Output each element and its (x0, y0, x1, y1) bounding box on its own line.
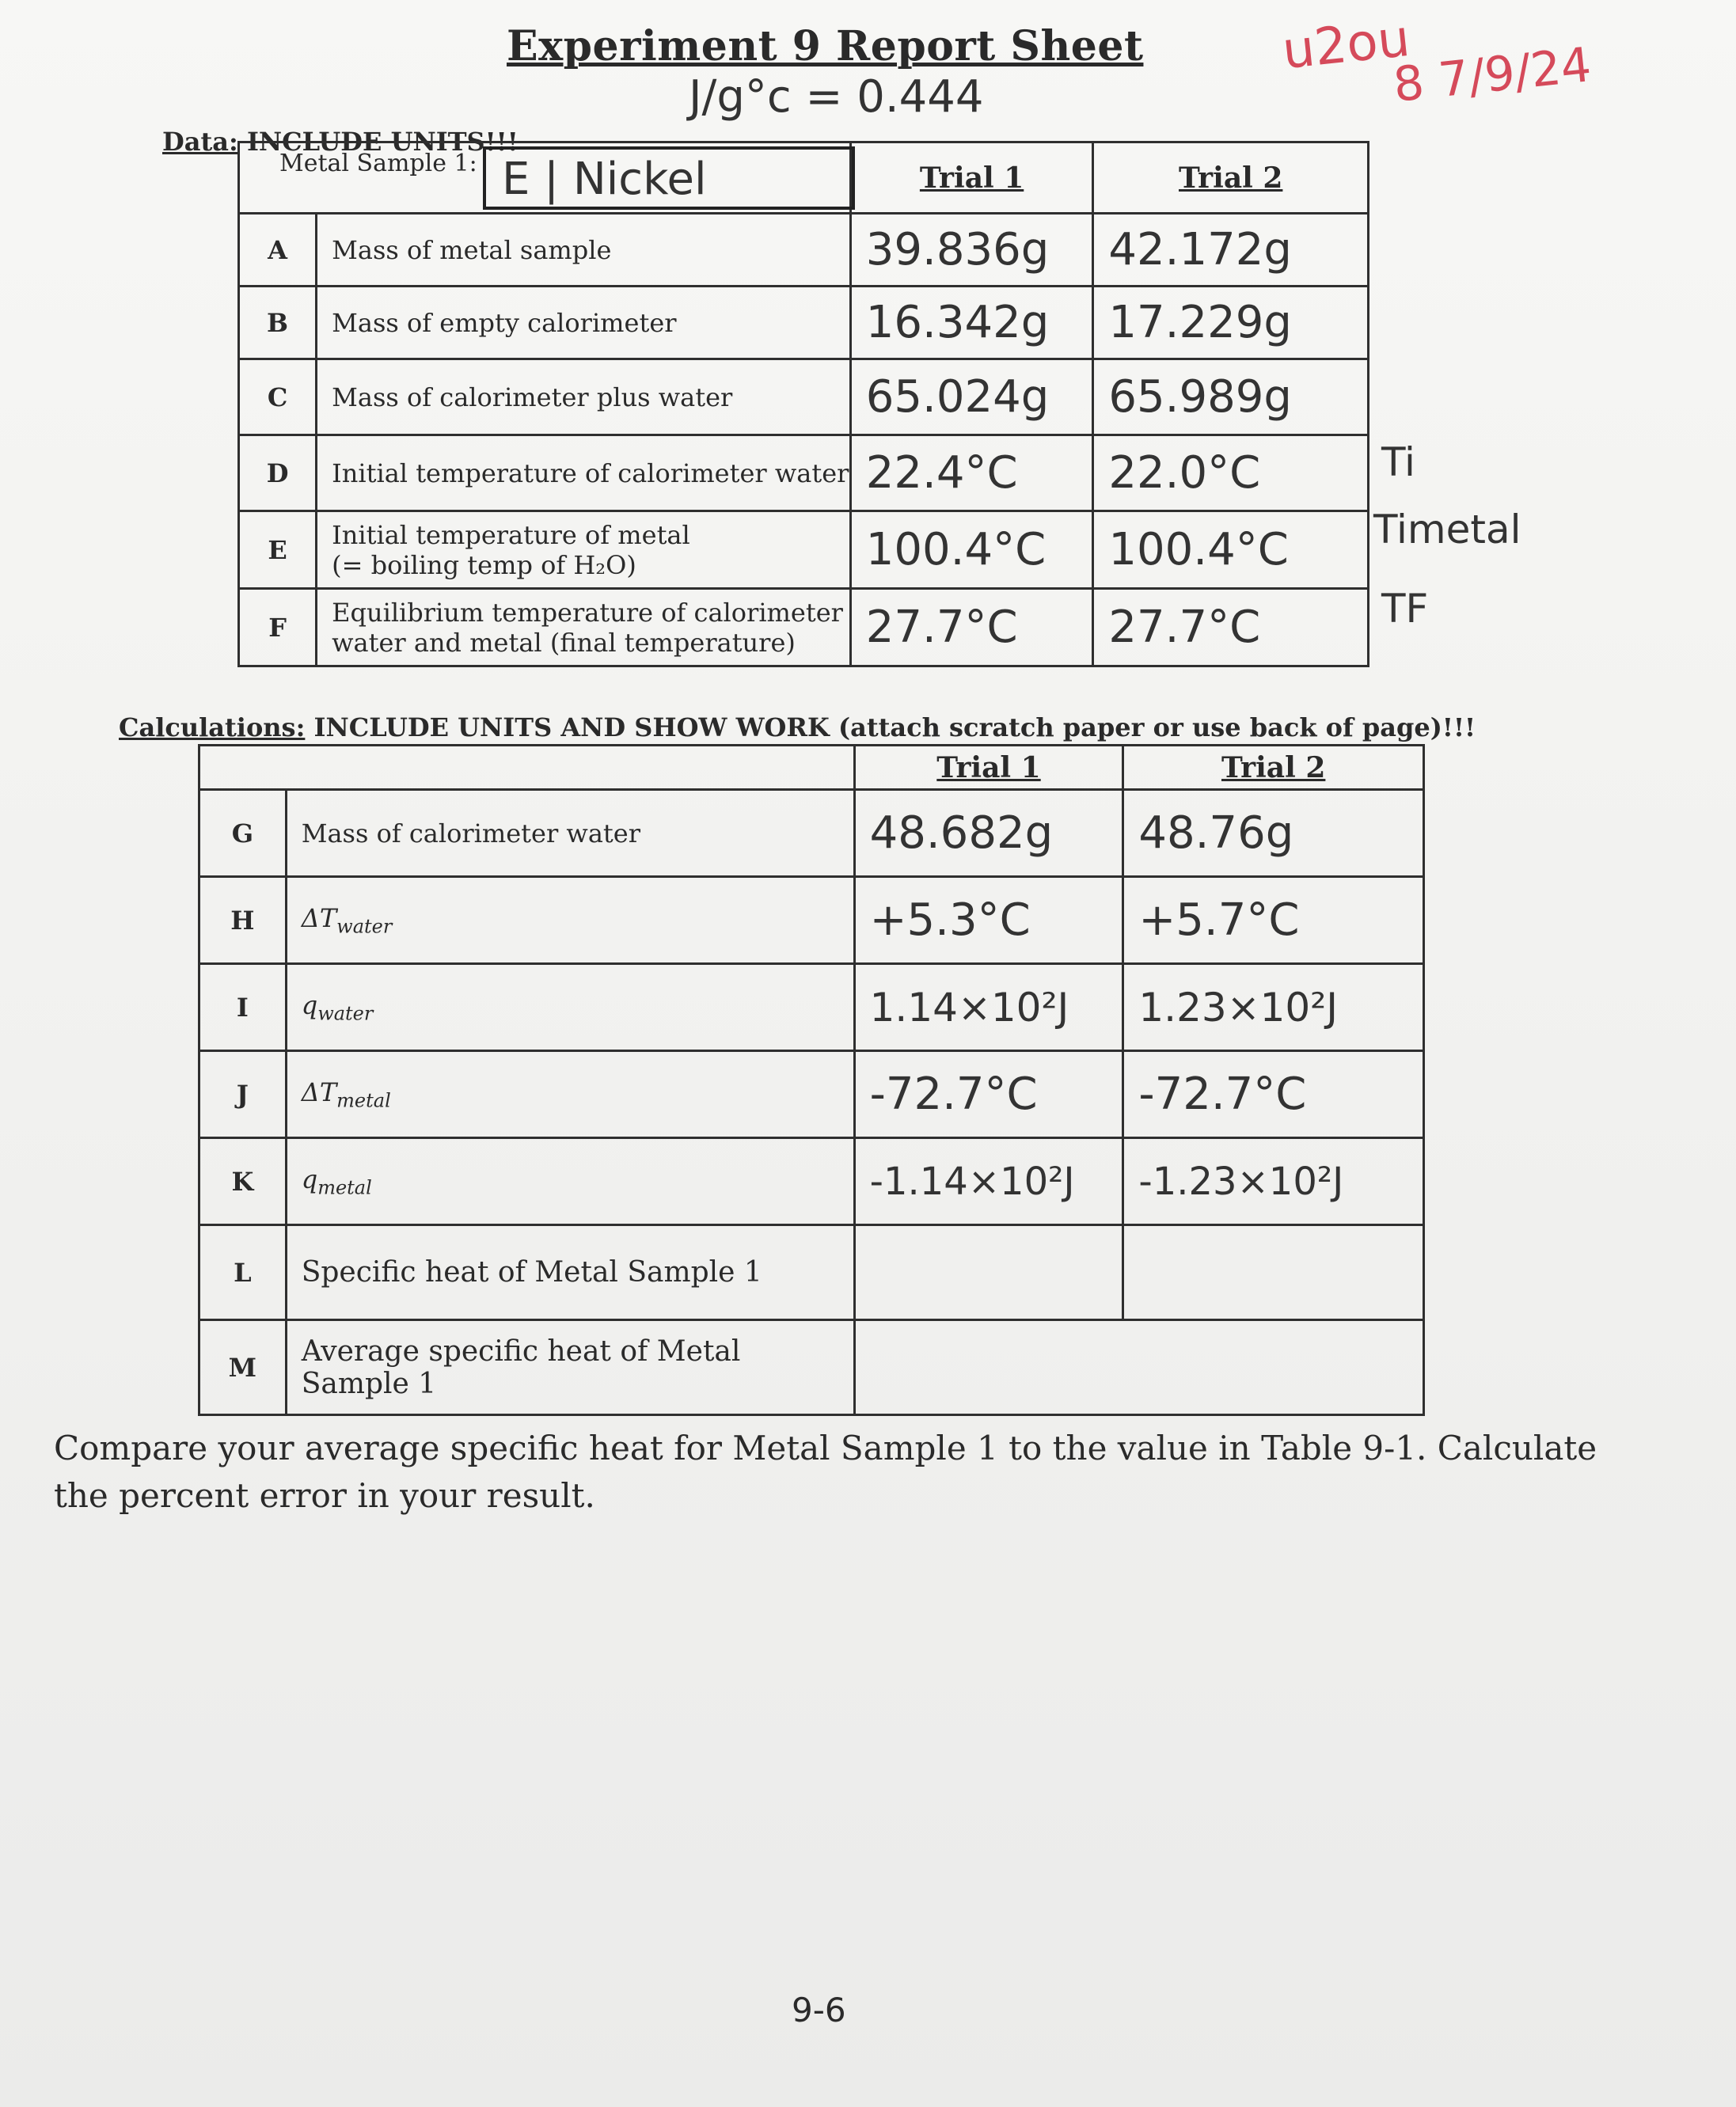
table-row (199, 1225, 1424, 1320)
subscript: water (317, 1002, 374, 1025)
calculations-table (198, 744, 1425, 1416)
page-number: 9-6 (792, 1991, 846, 2029)
calc-header-row (199, 746, 1424, 790)
row-description: Initial temperature of calorimeter water (317, 435, 851, 511)
row-description-line1: Equilibrium temperature of calorimeter (332, 597, 843, 628)
table-row (239, 435, 1369, 511)
row-letter: L (199, 1225, 287, 1320)
row-description (286, 1138, 854, 1225)
symbol: q (301, 1164, 318, 1194)
row-description (317, 589, 851, 666)
trial1-value[interactable]: 39.836g (850, 214, 1093, 287)
row-letter: K (199, 1138, 287, 1225)
trial2-value[interactable]: 42.172g (1093, 214, 1369, 287)
row-description (317, 511, 851, 589)
calc-trial1-header: Trial 1 (854, 746, 1123, 790)
table-row (199, 964, 1424, 1051)
row-description-line1: Initial temperature of metal (332, 519, 690, 550)
trial1-value[interactable] (854, 1225, 1123, 1320)
row-description: Mass of calorimeter plus water (317, 359, 851, 435)
calc-label: Calculations: (119, 712, 306, 742)
trial2-value[interactable]: 65.989g (1093, 359, 1369, 435)
trial2-value[interactable]: -1.23×10²J (1123, 1138, 1424, 1225)
subscript: metal (317, 1176, 372, 1199)
trial2-value[interactable]: -72.7°C (1123, 1051, 1424, 1138)
symbol: ΔT (301, 902, 337, 933)
trial2-value[interactable]: 17.229g (1093, 287, 1369, 359)
data-instruction: INCLUDE UNITS!!! (246, 127, 519, 157)
metal-sample-input[interactable]: E | Nickel (483, 146, 855, 210)
table-row (199, 877, 1424, 964)
calc-instruction: INCLUDE UNITS AND SHOW WORK (attach scratch paper or use back of page)!!! (313, 712, 1476, 742)
row-letter: J (199, 1051, 287, 1138)
row-letter: E (239, 511, 317, 589)
data-label: Data: (162, 127, 238, 157)
calc-section-label (119, 712, 1476, 742)
symbol: ΔT (301, 1076, 337, 1107)
table-row (199, 1051, 1424, 1138)
row-description: Mass of metal sample (317, 214, 851, 287)
trial1-value[interactable]: +5.3°C (854, 877, 1123, 964)
row-description (286, 1051, 854, 1138)
row-letter: D (239, 435, 317, 511)
calc-header-blank (199, 746, 855, 790)
table-row (199, 1320, 1424, 1415)
trial2-value[interactable]: 48.76g (1123, 790, 1424, 877)
trial1-value[interactable]: 48.682g (854, 790, 1123, 877)
table-row (199, 790, 1424, 877)
table-row (239, 589, 1369, 666)
trial1-value[interactable]: 27.7°C (850, 589, 1093, 666)
trial1-value[interactable]: 22.4°C (850, 435, 1093, 511)
row-description: Specific heat of Metal Sample 1 (286, 1225, 854, 1320)
row-letter: M (199, 1320, 287, 1415)
page-title: Experiment 9 Report Sheet (507, 22, 1144, 70)
trial2-value[interactable] (1123, 1225, 1424, 1320)
row-description: Mass of calorimeter water (286, 790, 854, 877)
table-row (239, 214, 1369, 287)
grader-date: 8 7/9/24 (1391, 37, 1594, 113)
metal-sample-label: Metal Sample 1: (239, 142, 851, 214)
row-description: Average specific heat of Metal Sample 1 (286, 1320, 854, 1415)
row-letter: H (199, 877, 287, 964)
table-row (239, 511, 1369, 589)
row-description (286, 877, 854, 964)
handwritten-specific-heat-note: J/g°c = 0.444 (689, 71, 984, 123)
table-row (199, 1138, 1424, 1225)
trial2-value[interactable]: +5.7°C (1123, 877, 1424, 964)
grader-initials: u2ou (1279, 9, 1413, 82)
trial1-value[interactable]: 1.14×10²J (854, 964, 1123, 1051)
table-row (239, 287, 1369, 359)
trial1-value[interactable]: 16.342g (850, 287, 1093, 359)
trial2-value[interactable]: 22.0°C (1093, 435, 1369, 511)
average-value[interactable] (854, 1320, 1423, 1415)
calc-trial2-header: Trial 2 (1123, 746, 1424, 790)
symbol: q (301, 989, 318, 1020)
table-row (239, 359, 1369, 435)
row-letter: A (239, 214, 317, 287)
trial2-value[interactable]: 27.7°C (1093, 589, 1369, 666)
trial1-value[interactable]: 65.024g (850, 359, 1093, 435)
trial1-value[interactable]: -72.7°C (854, 1051, 1123, 1138)
data-table (237, 141, 1369, 667)
row-letter: I (199, 964, 287, 1051)
row-description-line2: water and metal (final temperature) (332, 627, 796, 658)
row-letter: B (239, 287, 317, 359)
subscript: water (336, 915, 393, 938)
row-description (286, 964, 854, 1051)
trial1-value[interactable]: -1.14×10²J (854, 1138, 1123, 1225)
subscript: metal (336, 1089, 391, 1112)
data-trial2-header: Trial 2 (1093, 142, 1369, 214)
row-letter: G (199, 790, 287, 877)
data-trial1-header: Trial 1 (850, 142, 1093, 214)
trial2-value[interactable]: 100.4°C (1093, 511, 1369, 589)
compare-instruction: Compare your average specific heat for Metal Sample 1 to the value in Table 9-1. Calculate the percent error in your result. (54, 1429, 1597, 1515)
side-note-ti: Ti (1381, 439, 1415, 485)
row-letter: F (239, 589, 317, 666)
row-letter: C (239, 359, 317, 435)
row-description-line2: (= boiling temp of H₂O) (332, 549, 636, 580)
trial1-value[interactable]: 100.4°C (850, 511, 1093, 589)
side-note-tmetal: Timetal (1373, 507, 1521, 552)
row-description: Mass of empty calorimeter (317, 287, 851, 359)
trial2-value[interactable]: 1.23×10²J (1123, 964, 1424, 1051)
side-note-tf: TF (1381, 586, 1429, 632)
